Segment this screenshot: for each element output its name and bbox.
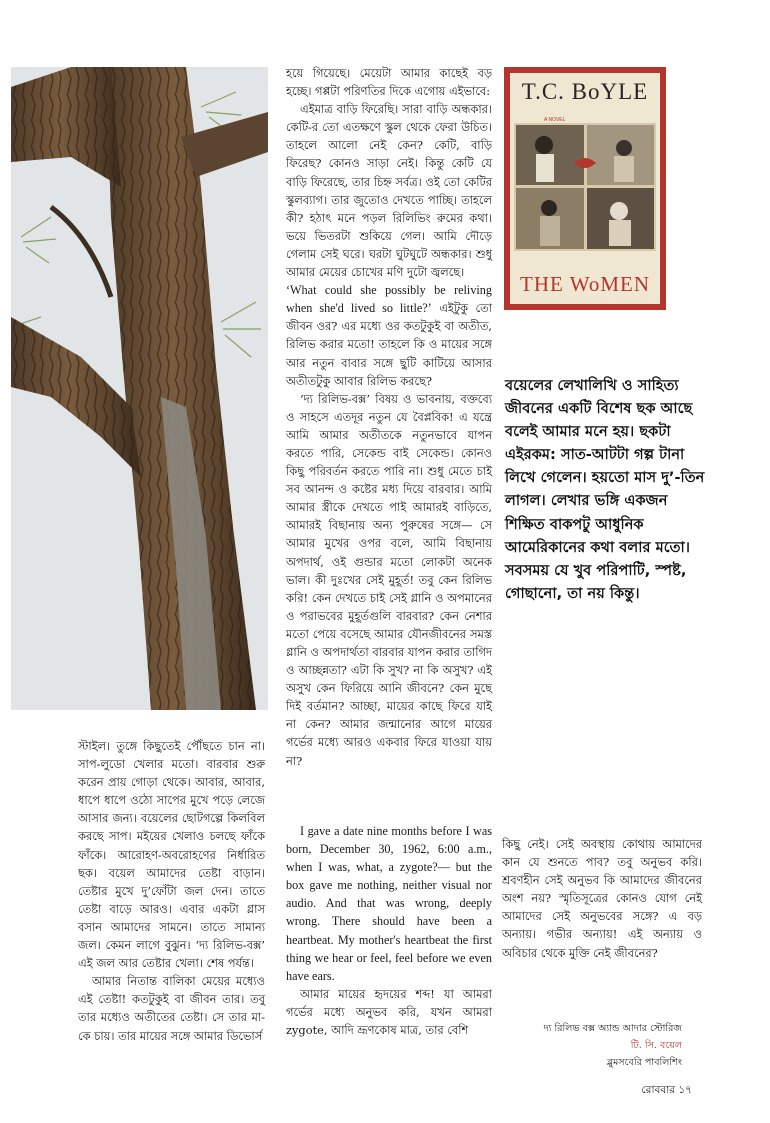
pull-quote: বয়েলের লেখালিখি ও সাহিত্য জীবনের একটি বিশেষ ছক আছে বলেই আমার মনে হয়। ছকটা এইরকম: সাত-আটটা গল্প টানা লিখে গেলেন। হয়তো মাস দু’-তিন লাগল। লেখার ভঙ্গি একজন শিক্ষিত বাকপটু আধুনিক আমেরিকানের কথা বলার মতো। সবসময় যে খুব পরিপাটি, স্পষ্ট, গোছানো, তা নয় কিন্তু। <box>505 377 705 602</box>
tree-photo <box>11 67 268 710</box>
credit-book-name: দ্য রিলিভ বক্স অ্যান্ড আদার স্টোরিজ <box>543 1023 682 1034</box>
body-paragraph: হয়ে গিয়েছে। মেয়েটা আমার কাছেই বড় হচ্ছে। গপ্পটা পরিণতির দিকে এগোয় এইভাবে: <box>286 66 492 99</box>
book-credit <box>502 1020 682 1071</box>
article-column-middle-bottom <box>286 822 492 1039</box>
body-paragraph: আমার মায়ের হৃদয়ের শব্দ! যা আমরা গর্ভের মধ্যে অনুভব করি, যখন আমরা zygote, আদি ভ্রূণকোষ মাত্র, তার বেশি <box>286 986 492 1038</box>
body-paragraph: স্টাইল। তুঙ্গে কিছুতেই পৌঁছতে চান না। সাপ-লুডো খেলার মতো। বারবার শুরু করেন প্রায় গোড়া থেকে। আবার, আবার, ধাপে ধাপে ওঠো সাপের মুখে পড়ে লেজে আসার জন্য। বয়েলের ছোটগল্পে কিলবিল করছে সাপ। মইয়ের খেলাও চলছে ফাঁকে ফাঁকে। আরোহণ-অবরোহণের নির্ধারিত ছক। বয়েল আমাদের তেষ্টা বাড়ান। তেষ্টার মুখে দু’ফোঁটা জল দেন। তাতে তেষ্টা বাড়ে আরও। এবার একটা গ্লাস বসান আমাদের সামনে। তাতে সামান্য জল। কেমন লাগে বুঝুন। ‘দ্য রিলিভ-বক্স’ এই জল আর তেষ্টার খেলা। শেষ পর্যন্ত। <box>78 739 265 971</box>
credit-publisher: ব্লুমসবেরি পাবলিশিং <box>606 1057 682 1068</box>
tree-trunk-illustration <box>11 67 268 710</box>
body-paragraph: কিছু নেই। সেই অবস্থায় কোথায় আমাদের কান যে শুনতে পাব? তবু অনুভব করি। শ্রবণহীন সেই অনুভব কি আমাদের জীবনের অংশ নয়? স্মৃতিসূত্রের কোনও যোগ নেই আমাদের সেই অনুভবের সঙ্গে? এ বড় অন্যায়। গভীর অন্যায়! এই অন্যায় ও অবিচার থেকে মুক্তি নেই জীবনের? <box>502 837 702 960</box>
article-column-right-bottom <box>502 835 702 962</box>
body-paragraph: ’দ্য রিলিভ-বক্স’ বিষয় ও ভাবনায়, বক্তব্যে ও সাহসে এতদূর নতুন যে বৈপ্লবিক! এ যন্ত্রে আমি আমার অতীতকে নতুনভাবে যাপন করতে পারি, সেকেন্ড বাই সেকেন্ড। কোনও কিছু পরিবর্তন করতে পারি না। শুধু মেতে চাই সব আনন্দ ও কষ্টের মধ্য দিয়ে বারবার। আমি আমার স্ত্রীকে দেখতে পাই আমারই বাড়িতে, আমারই বিছানায় অন্য পুরুষের সঙ্গে— সে আমার মুখের ওপর বলে, আমি বিছানায় অপদার্থ, ওই গুন্ডার মতো লোকটা অনেক ভাল। কী দুঃখের সেই মুহূর্ত! তবু কেন রিলিভ করি! কেন দেখতে চাই সেই গ্লানি ও অপমানের ও পরাভবের মুহূর্তগুলি বারবার? কেন নেশার মতো পেয়ে বসেছে আমার যৌনজীবনের সমস্ত গ্লানি ও অপদার্থতা বারবার যাপন করার তাগিদ ও আচ্ছন্নতা? এটা কি সুখ? না কি অসুখ? এই অসুখ কেন ফিরিয়ে আনি জীবনে? কেন মুছে দিই বর্তমান? আচ্ছা, মায়ের কাছে ফিরে যাই না কেন? আমার জন্মানোর আগে মায়ের গর্ভের মধ্যে আরও একবার ফিরে যাওয়া যায় না? <box>286 391 492 768</box>
body-paragraph: এইমাত্র বাড়ি ফিরেছি। সারা বাড়ি অন্ধকার। কেটি-র তো এতক্ষণে স্কুল থেকে ফেরা উচিত। তাহলে আলো নেই কেন? কেটি, বাড়ি ফিরেছ? কোনও সাড়া নেই। কিন্তু কেটি যে বাড়ি ফিরেছে, তার চিহ্ন সর্বত্র। ওই তো কেটির স্কুলব্যাগ। তার জুতোও দেখতে পাচ্ছি। তাহলে কী? হঠাৎ মনে পড়ল রিলিভিং রুমের কথা। ভয়ে ভিতরটা শুকিয়ে গেল। আমি দৌড়ে গেলাম সেই ঘরে। ঘরটা ঘুটঘুটে অন্ধকার। শুধু আমার মেয়ের চোখের মণি দুটো জ্বলছে। <box>286 102 492 280</box>
body-paragraph: আমার নিতান্ত বালিকা মেয়ের মধ্যেও এই তেষ্টা! কতটুকুই বা জীবন তার। তবু তার মধ্যেও অতীতের তেষ্টা। সে তার মা-কে চায়। তার মায়ের সঙ্গে আমার ডিভোর্স <box>78 974 265 1043</box>
book-photo-collage <box>514 123 656 251</box>
english-paragraph: I gave a date nine months before I was born, December 30, 1962, 6:00 a.m., when I was, what, a zygote?— but the box gave me nothing, neither visual nor audio. And that was wrong, deeply wrong. There should have been a heartbeat. My mother's heartbeat the first thing we hear or feel, feel before we even have ears. <box>286 824 492 983</box>
book-title: THE WoMEN <box>520 272 650 296</box>
book-cover <box>504 67 666 310</box>
english-quote: ‘What could she possibly be reliving when she'd lived so little?’ <box>286 283 492 316</box>
book-author: T.C. BoYLE <box>521 79 649 104</box>
page-folio: রোববার ১৭ <box>641 1084 692 1096</box>
article-column-left-bottom <box>78 737 265 1045</box>
body-text: এইটুকু তো জীবন ওর? এর মধ্যে ওর কতটুকুই বা অতীত, রিলিভ করার মতো! তাহলে কি ও মায়ের সঙ্গে আর নতুন বাবার সঙ্গে ছুটি কাটিয়ে আসার অতীতটুকু আবার রিলিভ করছে? <box>286 301 493 388</box>
book-tag: A NOVEL <box>544 117 566 123</box>
article-column-middle-top <box>286 64 492 770</box>
credit-author: টি. সি. বয়েল <box>630 1040 682 1051</box>
